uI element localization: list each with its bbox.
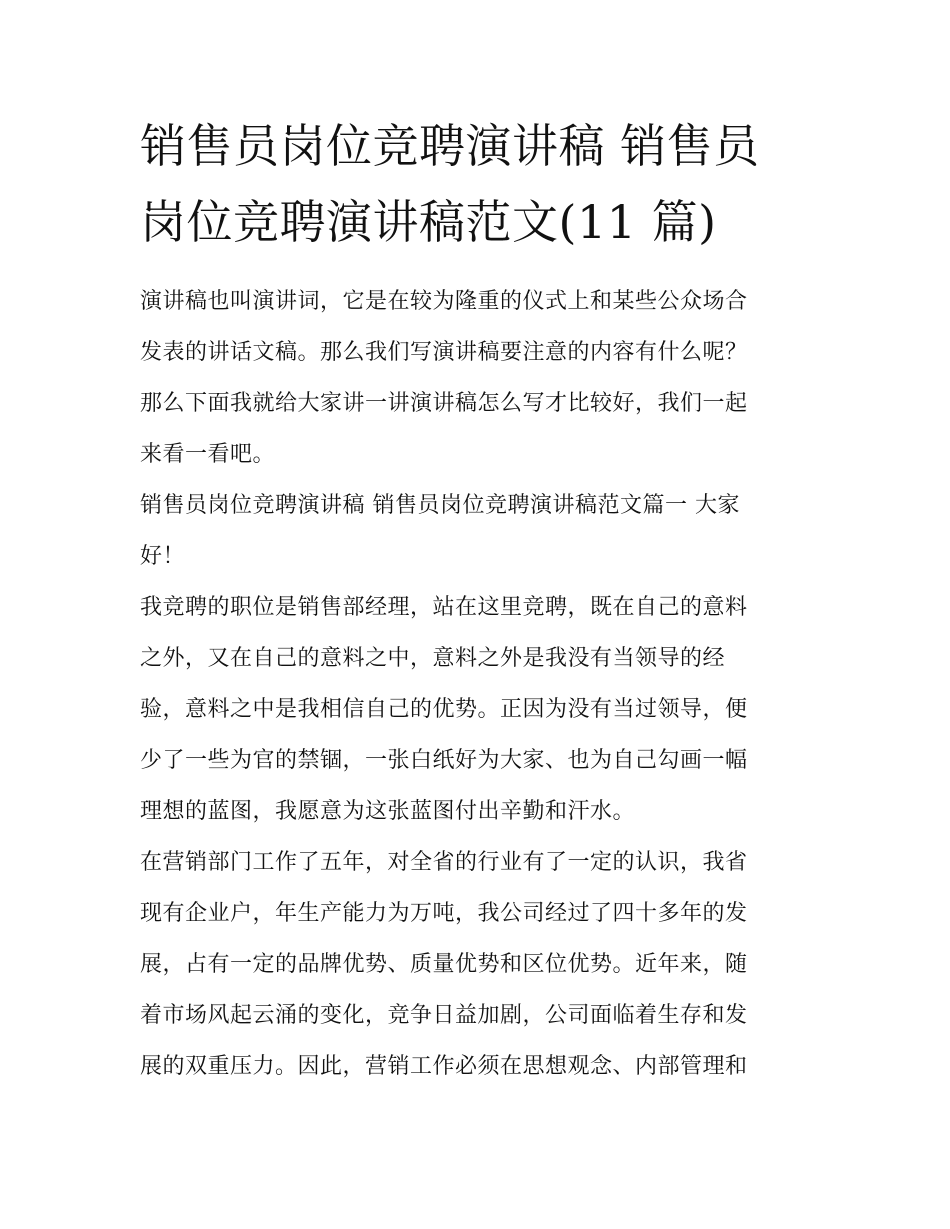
- text-line: 展的双重压力。因此，营销工作必须在思想观念、内部管理和: [140, 1054, 748, 1079]
- title-line: 岗位竞聘演讲稿范文(11 篇): [140, 195, 717, 249]
- document-title: [140, 108, 812, 260]
- text-line: 展，占有一定的品牌优势、质量优势和区位优势。近年来，随: [140, 952, 748, 977]
- paragraph-body-2: [140, 837, 812, 1092]
- title-line: 销售员岗位竞聘演讲稿 销售员: [140, 119, 760, 173]
- text-line: 发表的讲话文稿。那么我们写演讲稿要注意的内容有什么呢？: [140, 340, 748, 365]
- text-line: 理想的蓝图，我愿意为这张蓝图付出辛勤和汗水。: [140, 799, 636, 824]
- text-line: 来看一看吧。: [140, 442, 276, 467]
- paragraph-intro: [140, 276, 812, 480]
- text-line: 我竞聘的职位是销售部经理，站在这里竞聘，既在自己的意料: [140, 595, 748, 620]
- paragraph-section-heading: [140, 480, 812, 582]
- document-body: [140, 108, 812, 1092]
- text-line: 现有企业户，年生产能力为万吨，我公司经过了四十多年的发: [140, 901, 748, 926]
- text-line: 在营销部门工作了五年，对全省的行业有了一定的认识，我省: [140, 850, 748, 875]
- text-line: 销售员岗位竞聘演讲稿 销售员岗位竞聘演讲稿范文篇一 大家: [140, 493, 740, 518]
- text-line: 演讲稿也叫演讲词，它是在较为隆重的仪式上和某些公众场合: [140, 289, 748, 314]
- paragraph-body-1: [140, 582, 812, 837]
- text-line: 之外，又在自己的意料之中，意料之外是我没有当领导的经: [140, 646, 726, 671]
- text-line: 验，意料之中是我相信自己的优势。正因为没有当过领导，便: [140, 697, 748, 722]
- text-line: 少了一些为官的禁锢，一张白纸好为大家、也为自己勾画一幅: [140, 748, 748, 773]
- text-line: 好！: [140, 544, 186, 569]
- text-line: 那么下面我就给大家讲一讲演讲稿怎么写才比较好，我们一起: [140, 391, 748, 416]
- text-line: 着市场风起云涌的变化，竞争日益加剧，公司面临着生存和发: [140, 1003, 748, 1028]
